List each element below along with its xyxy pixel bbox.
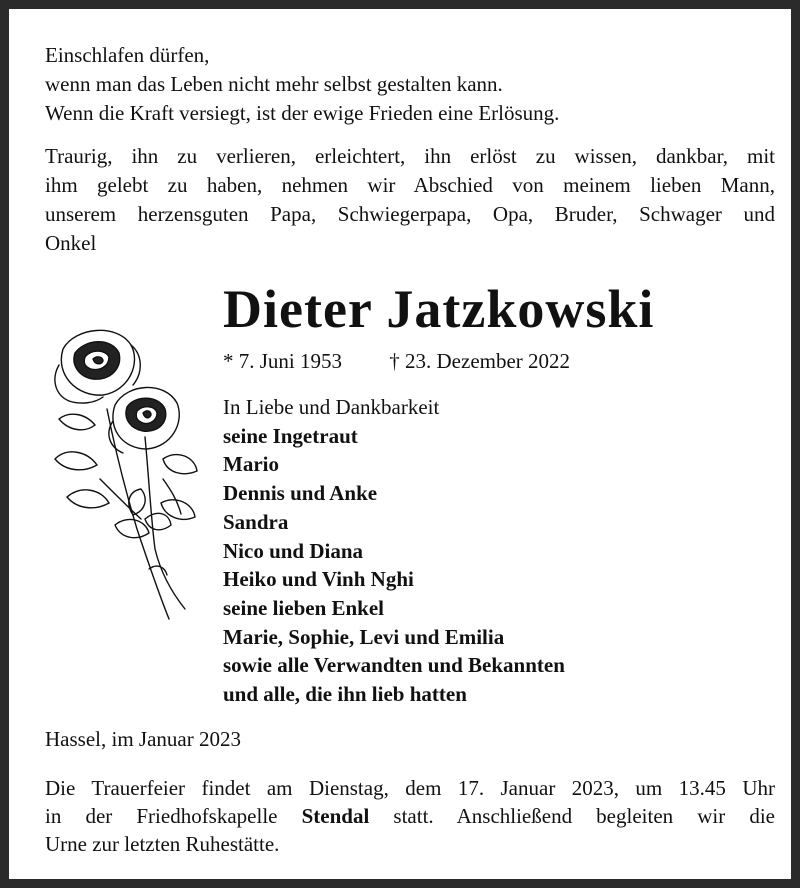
funeral-text: in der Friedhofskapelle	[45, 804, 278, 828]
intro-line: ihm gelebt zu haben, nehmen wir Abschied von meinem lieben Mann,	[45, 173, 775, 197]
mourner-name: Marie, Sophie, Levi und Emilia	[223, 624, 505, 649]
life-dates	[223, 348, 570, 374]
death-date: † 23. Dezember 2022	[389, 349, 571, 373]
birth-date: * 7. Juni 1953	[223, 349, 343, 373]
obituary-header-text	[45, 41, 775, 258]
intro-line: unserem herzensguten Papa, Schwiegerpapa, Opa, Bruder, Schwager und	[45, 202, 775, 226]
funeral-notice	[45, 774, 775, 858]
motto	[45, 41, 775, 128]
funeral-line	[45, 802, 775, 830]
intro-line: Traurig, ihn zu verlieren, erleichtert, ihn erlöst zu wissen, dankbar, mit	[45, 144, 775, 168]
funeral-location: Stendal	[301, 804, 370, 828]
mourner-name: Sandra	[223, 509, 289, 534]
mourners-list	[223, 393, 565, 709]
mourner-name: sowie alle Verwandten und Bekannten	[223, 653, 565, 678]
mourner-name: Nico und Diana	[223, 538, 364, 563]
mourner-name: seine Ingetraut	[223, 423, 358, 448]
funeral-line: Die Trauerfeier findet am Dienstag, dem 17. Januar 2023, um 13.45 Uhr	[45, 776, 775, 800]
rose-icon	[45, 319, 205, 629]
mourners-intro: In Liebe und Dankbarkeit	[223, 395, 440, 419]
mourner-name: Dennis und Anke	[223, 481, 378, 506]
mourner-name: Mario	[223, 452, 279, 477]
intro-paragraph	[45, 142, 775, 258]
mourner-name: seine lieben Enkel	[223, 595, 385, 620]
place-date: Hassel, im Januar 2023	[45, 727, 241, 751]
motto-line: Wenn die Kraft versiegt, ist der ewige Frieden eine Erlösung.	[45, 101, 560, 125]
intro-line: Onkel	[45, 231, 97, 255]
funeral-text: statt. Anschließend begleiten wir die	[393, 804, 776, 828]
mourner-name: und alle, die ihn lieb hatten	[223, 682, 467, 707]
motto-line: wenn man das Leben nicht mehr selbst gestalten kann.	[45, 72, 503, 96]
funeral-line: Urne zur letzten Ruhestätte.	[45, 832, 280, 856]
mourner-name: Heiko und Vinh Nghi	[223, 567, 414, 592]
deceased-name: Dieter Jatzkowski	[223, 279, 655, 339]
motto-line: Einschlafen dürfen,	[45, 43, 210, 67]
